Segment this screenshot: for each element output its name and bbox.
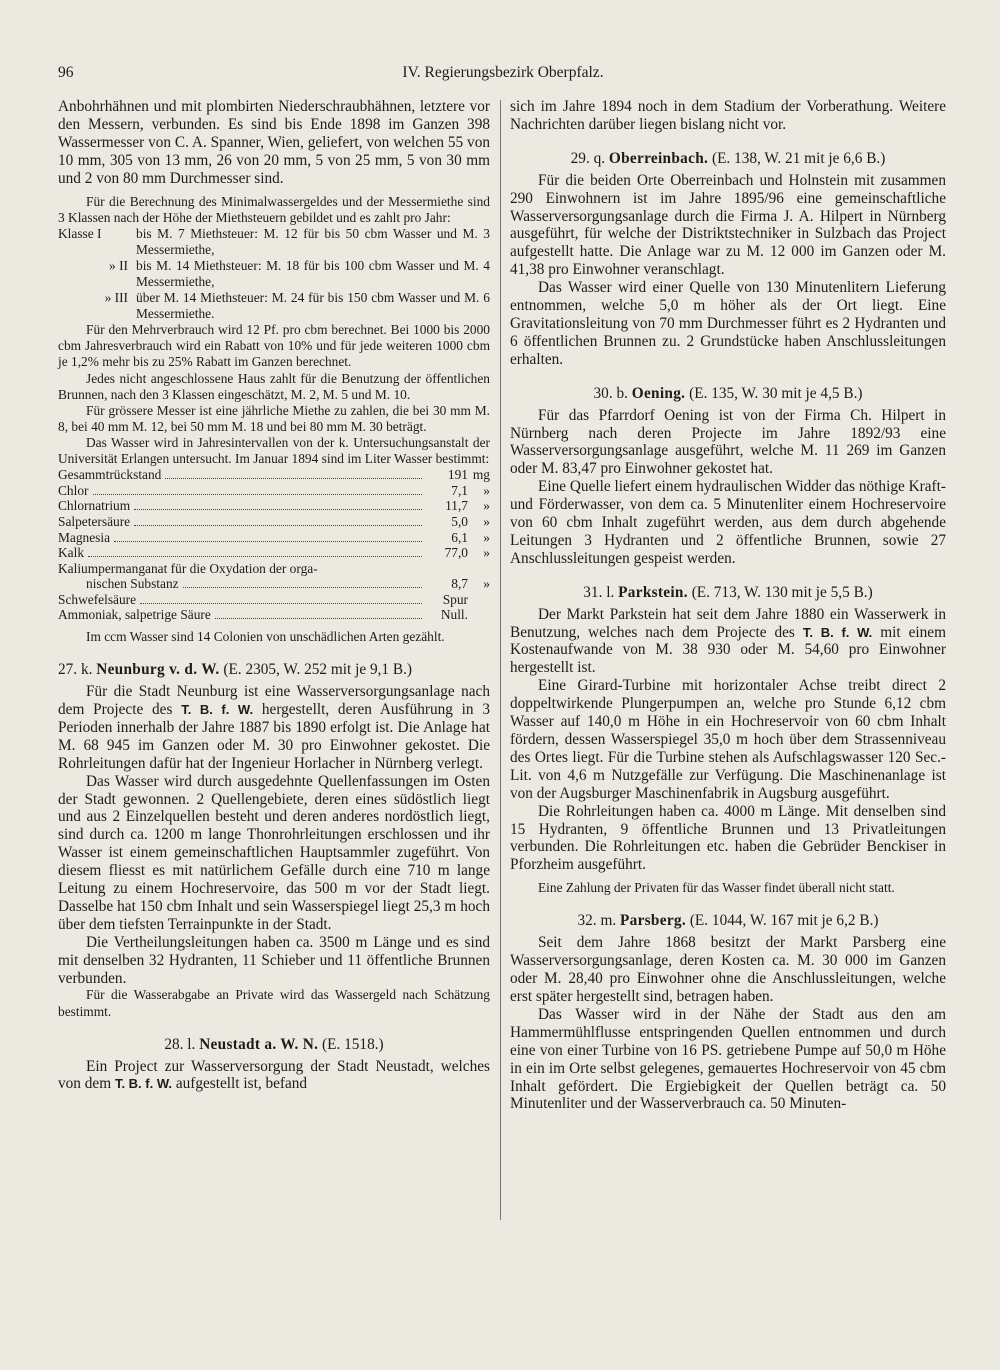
section-heading-31 [510,584,946,602]
section-place: Oening. [631,384,686,402]
paragraph: Für das Pfarrdorf Oening ist von der Firma Ch. Hilpert in Nürnberg nach deren Projecte im Jahre 1892/93 eine Wasserversorgungsanlage ausgeführt, welche M. 11 269 im Ganzen oder M. 83,47 pro Einwohner gekostet hat. [510,406,946,478]
analysis-value: 11,7 [445,498,468,514]
section-place: Oberreinbach. [608,149,709,167]
analysis-name: Kaliumpermanganat für die Oxydation der orga- [58,560,318,576]
paragraph: Eine Zahlung der Privaten für das Wasser findet überall nicht statt. [538,880,895,896]
section-heading-29 [510,150,946,168]
class-row [58,226,490,258]
analysis-unit: » [483,498,490,514]
section-info: (E. 2305, W. 252 mit je 9,1 B.) [223,661,413,679]
analysis-row [58,592,490,608]
analysis-value: 8,7 [451,576,468,592]
paragraph: Jedes nicht angeschlossene Haus zahlt für die Benutzung der öffentlichen Brunnen, nach den 3 Klassen eingeschätzt, M. 2, M. 5 und M. 10. [58,370,490,402]
section-number: 30. b. [593,384,628,402]
paragraph: Anbohrhähnen und mit plombirten Niederschraubhähnen, letztere vor den Messern, verbunden. Es sind bis Ende 1898 im Ganzen 398 Wassermesser von C. A. Spanner, Wien, geliefert, von welchen 55 von 10 mm, 305 von 13 mm, 26 von 20 mm, 5 von 25 mm, 5 von 30 mm und 2 von 80 mm Durchmesser sind. [58,98,490,187]
section-info: (E. 138, W. 21 mit je 6,6 B.) [711,149,886,167]
tbfw-abbrev: T. B. f. W. [802,624,873,640]
class-list [58,226,490,323]
section-heading-28 [58,1036,490,1054]
section-place: Neustadt a. W. N. [199,1035,319,1053]
section-info: (E. 1044, W. 167 mit je 6,2 B.) [689,912,879,930]
analysis-value: 5,0 [451,513,468,529]
section-heading-27 [58,661,490,679]
paragraph: Für grössere Messer ist eine jährliche Miethe zu zahlen, die bei 30 mm M. 8, bei 40 mm M. 12, bei 50 mm M. 18 und bei 80 mm M. 30 beträgt. [58,402,490,434]
tbfw-abbrev: T. B. f. W. [181,701,254,717]
section-info: (E. 135, W. 30 mit je 4,5 B.) [689,384,863,402]
paragraph: Die Rohrleitungen haben ca. 4000 m Länge. Mit denselben sind 15 Hydranten, 9 öffentliche Brunnen und 13 Privatleitungen verbunden. Die Rohrleitungen etc. haben die Gebrüder Benckiser in Pforzheim ausgeführt. [510,802,946,874]
section-number: 31. l. [583,583,615,601]
section-place: Parkstein. [618,583,688,601]
analysis-unit: » [483,576,490,592]
class-row [58,290,490,322]
section-info: (E. 713, W. 130 mit je 5,5 B.) [691,583,873,601]
section-number: 27. k. [58,661,93,679]
analysis-name: Chlornatrium [58,498,131,514]
analysis-row [58,576,490,592]
page-header [58,64,948,88]
page-number: 96 [58,64,74,81]
analysis-row [58,545,490,561]
paragraph: Ein Project zur Wasserversorgung der Stadt Neustadt, welches von dem T. B. f. W. aufgestellt ist, befand [58,1057,490,1093]
analysis-value: 7,1 [451,482,468,498]
analysis-name: Kalk [58,545,85,561]
analysis-name: Magnesia [58,529,111,545]
section-number: 28. l. [164,1035,196,1053]
analysis-unit: » [483,513,490,529]
analysis-row [58,483,490,499]
analysis-name: nischen Substanz [86,576,179,592]
analysis-row [58,530,490,546]
paragraph: Das Wasser wird in Jahresintervallen von der k. Untersuchungsanstalt der Universität Erlangen untersucht. Im Januar 1894 sind im Liter Wasser bestimmt: [58,434,490,467]
section-heading-30 [510,385,946,403]
class-text: bis M. 7 Miethsteuer: M. 12 für bis 50 cbm Wasser und M. 3 Messermiethe, [136,225,490,257]
section-heading-32 [510,912,946,930]
paragraph: Der Markt Parkstein hat seit dem Jahre 1880 ein Wasserwerk in Benutzung, welches nach dem Projecte des T. B. f. W. mit einem Kostenaufwande von M. 38 930 oder M. 54,60 pro Einwohner hergestellt ist. [510,605,946,677]
analysis-row [58,607,490,623]
analysis-name: Ammoniak, salpetrige Säure [58,607,211,623]
analysis-name: Salpetersäure [58,513,131,529]
paragraph: Im ccm Wasser sind 14 Colonien von unschädlichen Arten gezählt. [86,629,445,645]
analysis-value: Spur [442,591,468,607]
analysis-name: Gesammtrückstand [58,467,162,483]
analysis-unit: » [483,482,490,498]
paragraph: Seit dem Jahre 1868 besitzt der Markt Parsberg eine Wasserversorgungsanlage, deren Kosten ca. M. 30 000 im Ganzen oder M. 28,40 pro Einwohner ohne die Anschlussleitungen, welche erst später hergestellt sind, betragen haben. [510,934,946,1005]
left-column [58,98,490,1093]
analysis-unit: mg [472,467,490,483]
class-label: » III [104,290,128,306]
paragraph: Das Wasser wird einer Quelle von 130 Minutenlitern Lieferung entnommen, welche 5,0 m höher als der Ort liegt. Eine Gravitationsleitung von 70 mm Durchmesser führt es 2 Hydranten und 6 öffentlichen Brunnen zu. 2 Grundstücke haben Anschlussleitungen erhalten. [510,279,946,368]
analysis-value: 191 [447,467,468,483]
paragraph: Eine Quelle liefert einem hydraulischen Widder das nöthige Kraft- und Förderwasser, von dem ca. 5 Minutenliter einem Hochreservoire von 60 cbm Inhalt zugeführt werden, aus dem durch abgehende Leitungen 3 Hydranten und 2 öffentliche Brunnen, sowie 27 Anschlussleitungen gespeist werden. [510,478,946,567]
paragraph: Für den Mehrverbrauch wird 12 Pf. pro cbm berechnet. Bei 1000 bis 2000 cbm Jahresverbrauch wird ein Rabatt von 10% und für jede weiteren 1000 cbm je 1,2% mehr bis zu 25% Rabatt im Ganzen berechnet. [58,322,490,370]
section-info: (E. 1518.) [322,1035,384,1053]
running-head: IV. Regierungsbezirk Oberpfalz. [402,64,604,81]
class-text: über M. 14 Miethsteuer: M. 24 für bis 150 cbm Wasser und M. 6 Messermiethe. [136,290,490,322]
class-row [58,258,490,290]
paragraph: Für die Stadt Neunburg ist eine Wasserversorgungsanlage nach dem Projecte des T. B. f. W. hergestellt, deren Ausführung in 3 Perioden innerhalb der Jahre 1887 bis 1890 erfolgt ist. Die Anlage hat M. 68 945 im Ganzen oder M. 30 pro Einwohner gekostet. Die Rohrleitungen dafür hat der Ingenieur Horlacher in Nürnberg verlegt. [58,683,491,772]
analysis-row [58,514,490,530]
class-text: bis M. 14 Miethsteuer: M. 18 für bis 100 cbm Wasser und M. 4 Messermiethe, [136,257,490,289]
section-number: 32. m. [577,912,617,930]
paragraph: Eine Girard-Turbine mit horizontaler Achse treibt direct 2 doppeltwirkende Plungerpumpen an, welche pro Stunde 6,12 cbm Wasser auf 140,0 m Höhe in ein Hochreservoir von 60 cbm Inhalt fördern, dessen Wasserspiegel 35,0 m hoch über dem Strassenniveau des Ortes liegt. Für die Turbine stehen als Aufschlagswasser 120 Sec.-Lit. von 4,6 m Nutzgefälle zur Verfügung. Die Maschinenanlage ist von der Augsburger Maschinenfabrik in Augsburg ausgeführt. [510,677,946,802]
section-number: 29. q. [570,149,606,167]
paragraph: Das Wasser wird in der Nähe der Stadt aus den am Hammermühlflusse entspringenden Quellen entnommen und durch eine von einer Turbine von 16 PS. getriebene Pumpe auf 50,0 m Höhe in ein im Orte selbst gelegenes, gemauertes Hochreservoir von 45 cbm Inhalt gefördert. Die Ergiebigkeit der Quellen beträgt ca. 50 Minutenliter und der Wasserverbrauch ca. 50 Minuten- [510,1005,946,1113]
analysis-table [58,467,490,623]
paragraph: Für die Berechnung des Minimalwassergeldes und der Messermiethe sind 3 Klassen nach der Höhe der Miethsteuern gebildet und es zahlt pro Jahr: [58,193,490,225]
analysis-name: Schwefelsäure [58,591,137,607]
analysis-row [58,498,490,514]
paragraph: sich im Jahre 1894 noch in dem Stadium der Vorberathung. Weitere Nachrichten darüber liegen bislang nicht vor. [510,98,946,133]
analysis-row [58,467,490,483]
analysis-row [58,561,490,577]
analysis-unit: » [483,529,490,545]
tbfw-abbrev: T. B. f. W. [114,1076,172,1092]
class-label: » II [109,257,128,273]
class-label: Klasse I [58,225,102,241]
analysis-value: Null. [440,607,468,623]
column-rule [500,100,501,1220]
analysis-value: 6,1 [451,529,468,545]
analysis-value: 77,0 [444,545,468,561]
paragraph: Die Vertheilungsleitungen haben ca. 3500 m Länge und es sind mit denselben 32 Hydranten, 11 Schieber und 11 öffentliche Brunnen verbunden. [58,933,490,987]
paragraph: Für die Wasserabgabe an Private wird das Wassergeld nach Schätzung bestimmt. [58,987,490,1019]
paragraph: Für die beiden Orte Oberreinbach und Holnstein mit zusammen 290 Einwohnern ist im Jahre 1895/96 eine gemeinschaftliche Wasserversorgungsanlage durch die Firma J. A. Hilpert in Nürnberg ausgeführt, für welche der Distriktstechniker in Sulzbach das Project aufgestellt hatte. Die Anlage war zu M. 12 000 im Ganzen oder M. 41,38 pro Einwohner veranschlagt. [510,171,946,279]
analysis-unit: » [483,545,490,561]
section-place: Neunburg v. d. W. [96,661,220,679]
paragraph: Das Wasser wird durch ausgedehnte Quellenfassungen im Osten der Stadt gewonnen. 2 Quellengebiete, deren eines südöstlich liegt und aus 2 Einzelquellen besteht und deren anderes nordöstlich liegt, sind durch ca. 1200 m lange Thonrohrleitungen erschlossen und ihr Wasser ist einem gemeinschaftlichen Hauptsammler zugeführt. Von diesem fliesst es mit natürlichem Gefälle durch eine 710 m lange Leitung zu einem Hochreservoire, das 500 m vor der Stadt liegt. Dasselbe hat 150 cbm Inhalt und sein Wasserspiegel liegt 25,3 m hoch über dem tiefsten Terrainpunkte in der Stadt. [58,772,490,933]
analysis-name: Chlor [58,482,89,498]
section-place: Parsberg. [620,912,686,930]
right-column [510,98,946,1113]
